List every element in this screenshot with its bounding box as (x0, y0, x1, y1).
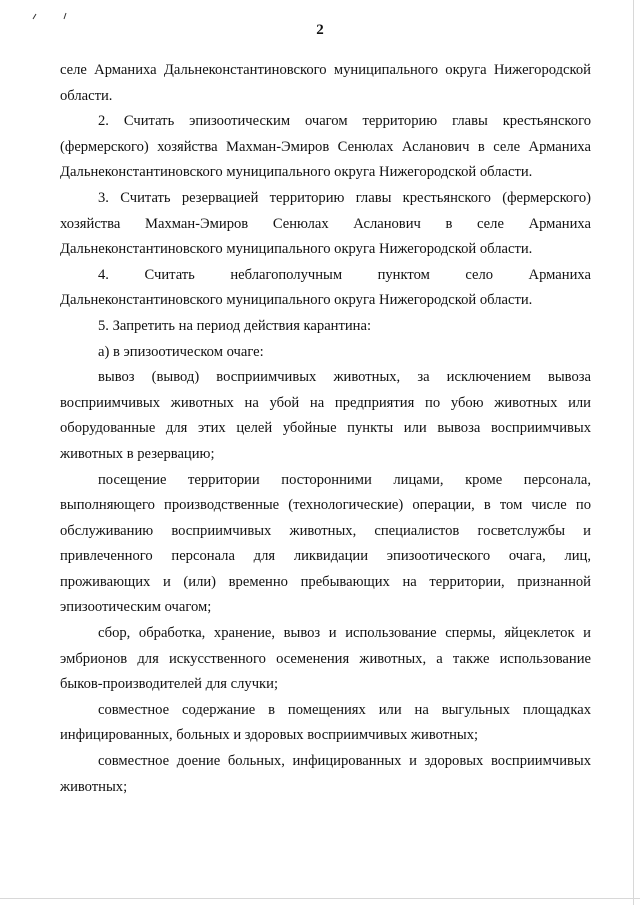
text-line: селе Арманиха Дальнеконстантиновского муниципального округа Нижегородской (60, 62, 591, 78)
paragraph-item-3: 3. Считать резервацией территорию главы крестьянского (фермерского) (98, 189, 591, 206)
paragraph-joint-milking-ban: совместное доение больных, инфицированных и здоровых восприимчивых (98, 753, 591, 770)
text-line: области. (60, 87, 113, 104)
paragraph-joint-keeping-ban: совместное содержание в помещениях или на выгульных площадках (98, 701, 591, 718)
text-line: животных; (60, 778, 128, 795)
text-line: оборудованные для этих целей убойные пункты или вывоза восприимчивых (60, 420, 591, 437)
paragraph-sperm-ban: сбор, обработка, хранение, вывоз и использование спермы, яйцеклеток и (98, 625, 591, 642)
text-line: эпизоотическим очагом; (60, 599, 212, 616)
paragraph-item-4: 4. Считать неблагополучным пунктом село Арманиха (98, 266, 591, 283)
text-line: проживающих и (или) временно пребывающих на территории, признанной (60, 573, 591, 590)
text-line: Дальнеконстантиновского муниципального округа Нижегородской области. (60, 164, 533, 181)
text-line: быков-производителей для случки; (60, 676, 279, 693)
text-line: эмбрионов для искусственного осеменения животных, а также использование (60, 650, 591, 667)
text-line: восприимчивых животных на убой на предприятия по убою животных или (60, 394, 591, 411)
paragraph-item-5: 5. Запретить на период действия карантина: (98, 317, 372, 334)
text-line: животных в резервацию; (60, 445, 215, 462)
text-line: Дальнеконстантиновского муниципального округа Нижегородской области. (60, 241, 533, 258)
scan-bottom-edge (0, 898, 640, 899)
text-line: обслуживанию восприимчивых животных, специалистов госветслужбы и (60, 522, 591, 539)
subitem-a: а) в эпизоотическом очаге: (98, 343, 264, 360)
paragraph-export-ban: вывоз (вывод) восприимчивых животных, за исключением вывоза (98, 369, 591, 386)
scan-right-edge (633, 0, 634, 905)
text-line: Дальнеконстантиновского муниципального округа Нижегородской области. (60, 292, 533, 309)
paragraph-visit-ban: посещение территории посторонними лицами, кроме персонала, (98, 471, 591, 488)
paragraph-item-2: 2. Считать эпизоотическим очагом территорию главы крестьянского (98, 113, 591, 130)
document-body (60, 58, 591, 800)
text-line: хозяйства Махман-Эмиров Сенюлах Асланович в селе Арманиха (60, 215, 591, 232)
text-line: инфицированных, больных и здоровых восприимчивых животных; (60, 727, 479, 744)
text-line: привлеченного персонала для ликвидации эпизоотического очага, лиц, (60, 548, 591, 565)
text-line: (фермерского) хозяйства Махман-Эмиров Сенюлах Асланович в селе Арманиха (60, 138, 591, 155)
scan-artifact-marks (32, 12, 82, 20)
page-number: 2 (316, 22, 324, 38)
text-line: выполняющего производственные (технологические) операции, в том числе по (60, 497, 591, 514)
